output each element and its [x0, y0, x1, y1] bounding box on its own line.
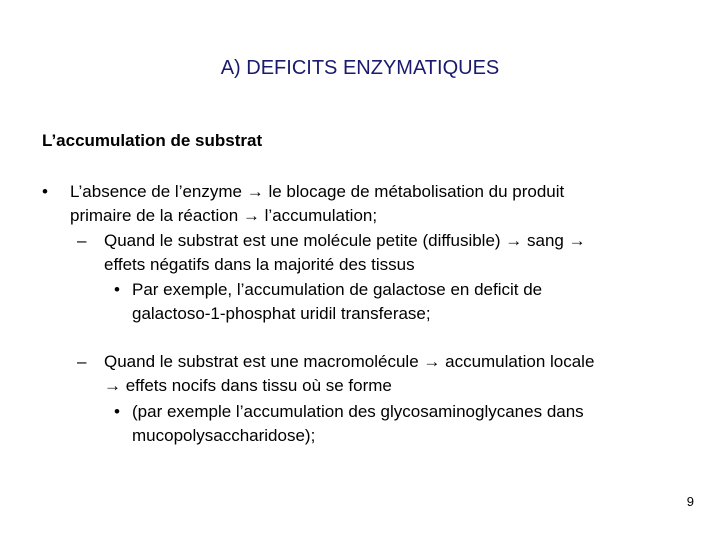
bullet-item-absence	[70, 180, 564, 228]
slide-title: A) DEFICITS ENZYMATIQUES	[220, 57, 500, 79]
dash-line: effets négatifs dans la majorité des tissus	[104, 255, 415, 274]
dash-item-macromolecule	[104, 350, 594, 398]
dash-marker: –	[77, 231, 87, 250]
bullet-marker: •	[42, 182, 48, 201]
section-subtitle: L’accumulation de substrat	[42, 131, 263, 150]
sub-bullet-line: mucopolysaccharidose);	[132, 426, 316, 445]
dash-marker: –	[77, 352, 87, 371]
sub-bullet-line: (par exemple l’accumulation des glycosaminoglycanes dans	[132, 402, 584, 421]
sub-bullet-line: Par exemple, l’accumulation de galactose en deficit de	[132, 280, 543, 299]
dash-line: Quand le substrat est une molécule petite (diffusible) → sang →	[104, 231, 586, 250]
dash-line: → effets nocifs dans tissu où se forme	[104, 376, 392, 395]
sub-bullet-item-galactose	[132, 278, 542, 326]
bullet-line: primaire de la réaction → l’accumulation;	[70, 206, 378, 225]
sub-bullet-item-glycosaminoglycanes	[132, 400, 584, 448]
sub-bullet-line: galactoso-1-phosphat uridil transferase;	[132, 304, 431, 323]
page-number: 9	[686, 494, 694, 509]
dash-line: Quand le substrat est une macromolécule → accumulation locale	[104, 352, 595, 371]
sub-bullet-marker: •	[114, 402, 120, 421]
bullet-line: L’absence de l’enzyme → le blocage de métabolisation du produit	[70, 182, 565, 201]
dash-item-small-molecule	[104, 229, 586, 277]
sub-bullet-marker: •	[114, 280, 120, 299]
